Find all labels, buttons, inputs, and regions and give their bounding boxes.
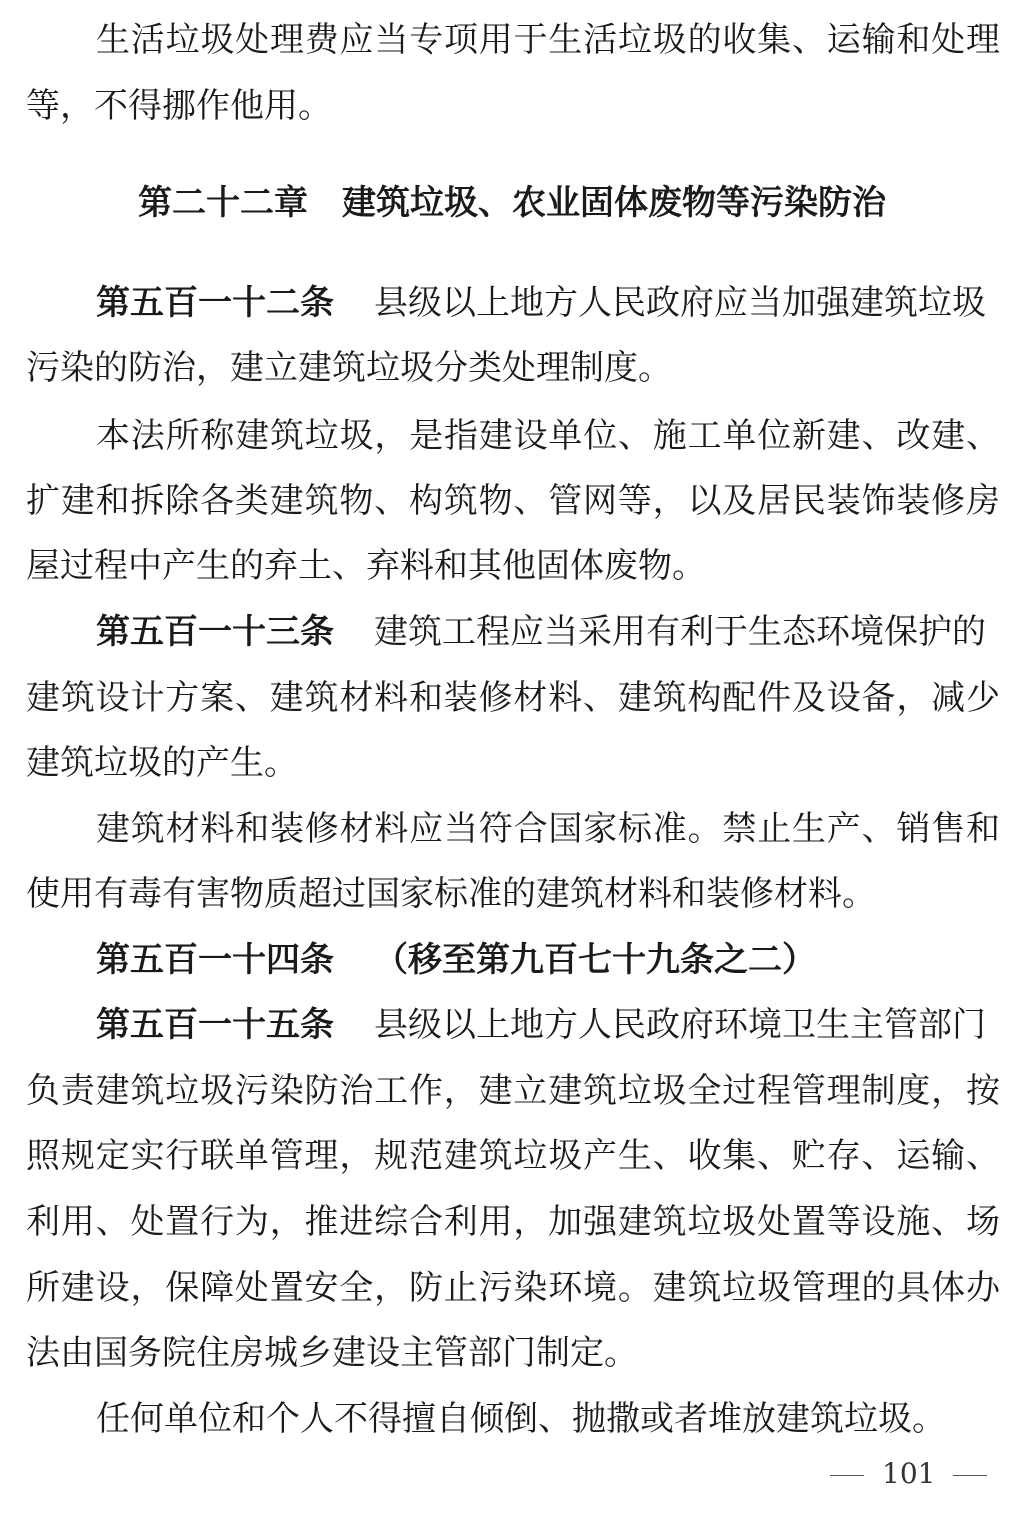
page-footer: [830, 1456, 987, 1492]
text-line: 建筑垃圾的产生。: [26, 743, 298, 783]
article-515-text: 县级以上地方人民政府环境卫生主管部门: [374, 1005, 986, 1045]
chapter-number: 第二十二章: [138, 183, 308, 223]
article-512-label: 第五百一十二条: [96, 283, 334, 323]
chapter-title: 建筑垃圾、农业固体废物等污染防治: [342, 183, 886, 223]
article-514-note: （移至第九百七十九条之二）: [374, 940, 816, 980]
text-line: 使用有毒有害物质超过国家标准的建筑材料和装修材料。: [26, 874, 876, 914]
article-514-label: 第五百一十四条: [96, 940, 334, 980]
text-line: 建筑设计方案、建筑材料和装修材料、建筑构配件及设备，减少: [26, 678, 1000, 718]
text-line: 本法所称建筑垃圾，是指建设单位、施工单位新建、改建、: [96, 416, 1000, 456]
article-515-label: 第五百一十五条: [96, 1005, 334, 1045]
text-line: 利用、处置行为，推进综合利用，加强建筑垃圾处置等设施、场: [26, 1202, 1000, 1242]
text-line: 法由国务院住房城乡建设主管部门制定。: [26, 1333, 638, 1373]
text-line: 照规定实行联单管理，规范建筑垃圾产生、收集、贮存、运输、: [26, 1136, 1000, 1176]
article-512-first-line: [96, 283, 1000, 323]
text-line: 屋过程中产生的弃土、弃料和其他固体废物。: [26, 546, 706, 586]
text-line: 等，不得挪作他用。: [26, 86, 332, 126]
article-513-text: 建筑工程应当采用有利于生态环境保护的: [374, 612, 986, 652]
article-515-first-line: [96, 1005, 1000, 1045]
text-line: 建筑材料和装修材料应当符合国家标准。禁止生产、销售和: [96, 809, 1000, 849]
text-line: 生活垃圾处理费应当专项用于生活垃圾的收集、运输和处理: [96, 20, 1000, 60]
article-514-line: [96, 940, 1000, 980]
page-number: 101: [882, 1457, 936, 1490]
text-line: 扩建和拆除各类建筑物、构筑物、管网等，以及居民装饰装修房: [26, 481, 1000, 521]
article-513-label: 第五百一十三条: [96, 612, 334, 652]
article-512-text: 县级以上地方人民政府应当加强建筑垃圾: [374, 283, 986, 323]
article-513-first-line: [96, 612, 1000, 652]
footer-dash-right: [953, 1475, 987, 1476]
text-line: 污染的防治，建立建筑垃圾分类处理制度。: [26, 348, 672, 388]
text-line: 负责建筑垃圾污染防治工作，建立建筑垃圾全过程管理制度，按: [26, 1071, 1000, 1111]
footer-dash-left: [830, 1475, 864, 1476]
text-line: 任何单位和个人不得擅自倾倒、抛撒或者堆放建筑垃圾。: [96, 1399, 946, 1439]
text-line: 所建设，保障处置安全，防止污染环境。建筑垃圾管理的具体办: [26, 1268, 1000, 1308]
chapter-heading: [0, 183, 1024, 223]
